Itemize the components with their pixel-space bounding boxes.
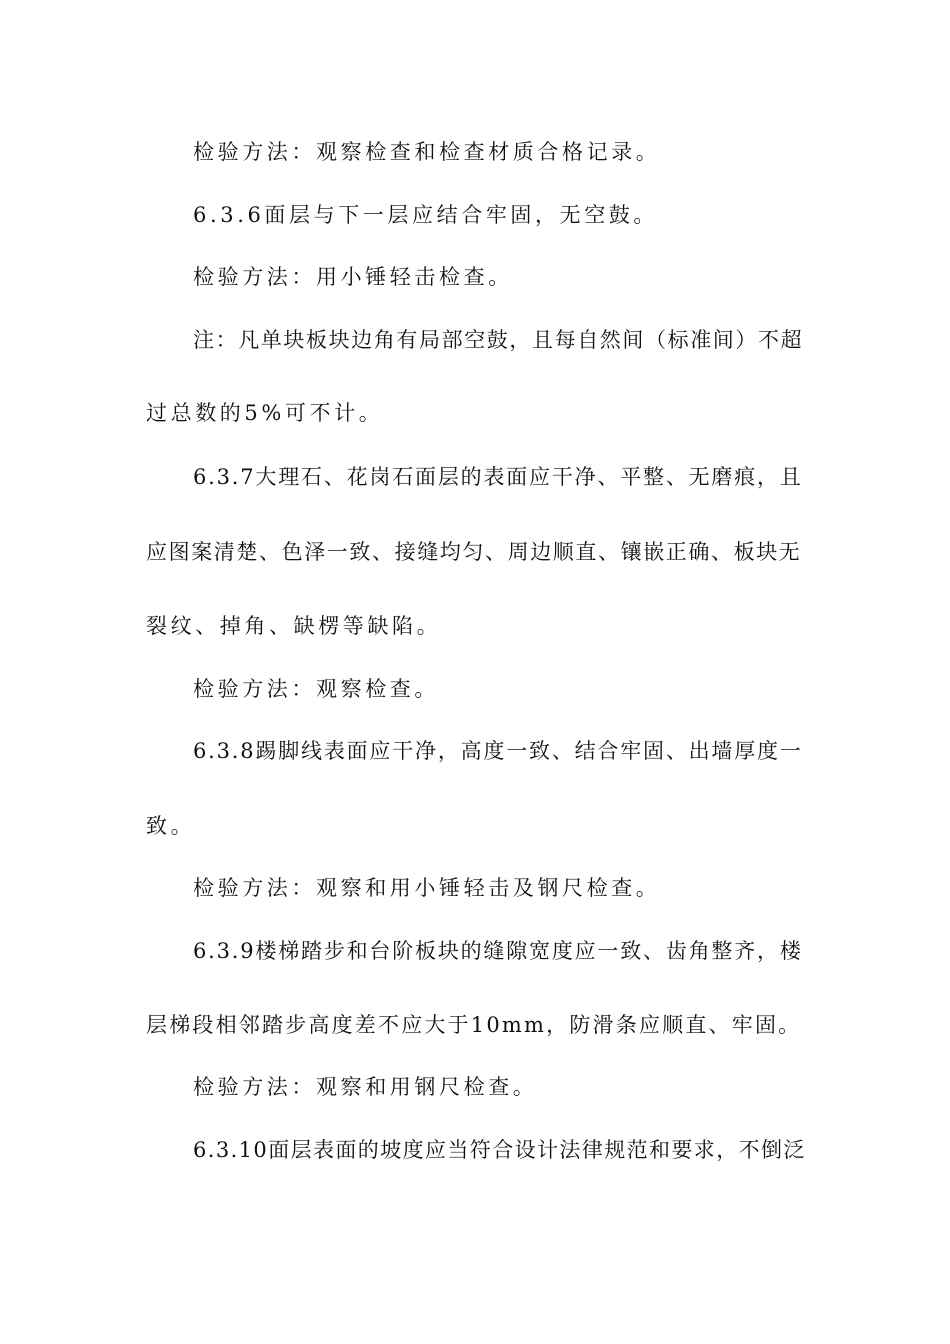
paragraph-6-3-9-line-2: 层梯段相邻踏步高度差不应大于10mm，防滑条应顺直、牢固。: [146, 1013, 802, 1037]
paragraph-6-3-8-line-2: 致。: [146, 814, 196, 838]
paragraph-6-3-8-line-1: 6.3.8踢脚线表面应干净，高度一致、结合牢固、出墙厚度一: [193, 739, 803, 763]
paragraph-inspection-method-1: 检验方法：观察检查和检查材质合格记录。: [193, 140, 661, 164]
paragraph-inspection-method-5: 检验方法：观察和用钢尺检查。: [193, 1075, 538, 1099]
paragraph-inspection-method-2: 检验方法：用小锤轻击检查。: [193, 265, 513, 289]
paragraph-6-3-6: 6.3.6面层与下一层应结合牢固，无空鼓。: [193, 203, 659, 227]
paragraph-note-line-1: 注：凡单块板块边角有局部空鼓，且每自然间（标准间）不超: [193, 328, 804, 352]
paragraph-6-3-10-line-1: 6.3.10面层表面的坡度应当符合设计法律规范和要求，不倒泛: [193, 1138, 806, 1162]
paragraph-6-3-9-line-1: 6.3.9楼梯踏步和台阶板块的缝隙宽度应一致、齿角整齐，楼: [193, 939, 803, 963]
paragraph-note-line-2: 过总数的5%可不计。: [146, 401, 384, 425]
paragraph-inspection-method-3: 检验方法：观察检查。: [193, 677, 439, 701]
paragraph-6-3-7-line-1: 6.3.7大理石、花岗石面层的表面应干净、平整、无磨痕，且: [193, 465, 803, 489]
paragraph-6-3-7-line-2: 应图案清楚、色泽一致、接缝均匀、周边顺直、镶嵌正确、板块无: [146, 540, 802, 564]
paragraph-inspection-method-4: 检验方法：观察和用小锤轻击及钢尺检查。: [193, 876, 661, 900]
paragraph-6-3-7-line-3: 裂纹、掉角、缺楞等缺陷。: [146, 614, 442, 638]
